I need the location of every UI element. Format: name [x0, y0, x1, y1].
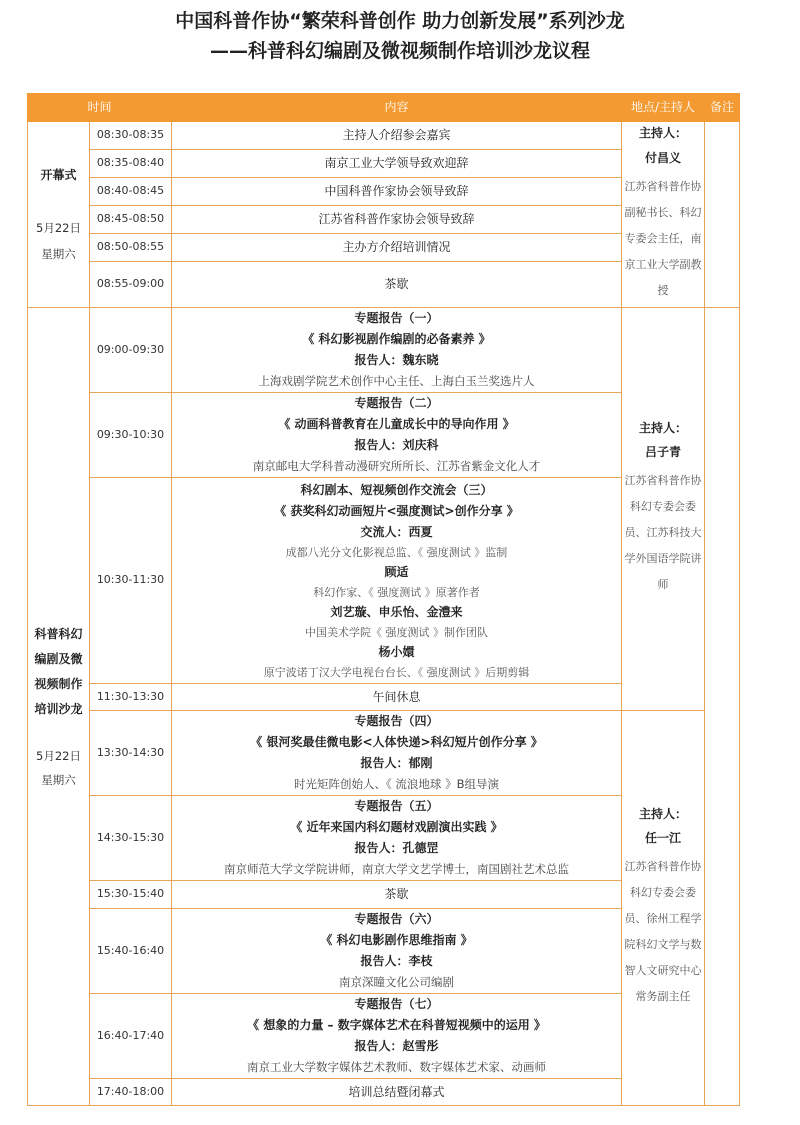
report-heading: 专题报告（六）: [354, 912, 439, 926]
report-heading: 专题报告（二）: [354, 396, 439, 410]
time-cell: 15:40-16:40: [90, 909, 172, 994]
speaker-affiliation: 上海戏剧学院艺术创作中心主任、上海白玉兰奖选片人: [258, 374, 535, 388]
report-heading: 专题报告（五）: [354, 799, 439, 813]
session2-host-cell-1: [622, 308, 705, 711]
header-location: 地点/主持人: [622, 94, 705, 122]
remarks-cell: [705, 308, 740, 1106]
speaker-affiliation: 南京邮电大学科普动漫研究所所长、江苏省紫金文化人才: [252, 459, 541, 473]
report-speaker: 报告人：李枝: [360, 954, 433, 968]
report-topic: 《 科幻电影剧作思维指南 》: [320, 933, 473, 947]
time-cell: 15:30-15:40: [90, 881, 172, 909]
speaker-affiliation: 中国美术学院《 强度测试 》制作团队: [305, 625, 489, 639]
report-speaker: 报告人：郁刚: [360, 756, 433, 770]
content-cell: 茶歇: [172, 262, 622, 308]
speaker-affiliation: 科幻作家、《 强度测试 》原著作者: [313, 585, 480, 599]
speaker-affiliation: 原宁波诺丁汉大学电视台台长、《 强度测试 》后期剪辑: [263, 665, 530, 679]
session2-weekday: 星期六: [41, 772, 76, 787]
agenda-title-line1: 中国科普作协“繁荣科普创作 助力创新发展”系列沙龙: [175, 10, 625, 32]
time-cell: 08:35-08:40: [90, 150, 172, 178]
session2-date: 5月22日: [36, 748, 81, 763]
report-speaker: 顾适: [384, 564, 409, 579]
speaker-affiliation: 成都八光分文化影视总监、《 强度测试 》监制: [285, 545, 508, 559]
time-cell: 08:40-08:45: [90, 178, 172, 206]
speaker-affiliation: 时光矩阵创始人、《 流浪地球 》B组导演: [294, 777, 499, 791]
report-heading: 专题报告（一）: [354, 311, 439, 325]
time-cell: 16:40-17:40: [90, 994, 172, 1079]
session1-date: 5月22日: [36, 221, 81, 236]
report-speaker: 报告人：刘庆科: [354, 438, 439, 452]
table-row: [28, 122, 740, 150]
report-topic: 《 想象的力量 – 数字媒体艺术在科普短视频中的运用 》: [247, 1018, 546, 1032]
report-heading: 专题报告（四）: [354, 714, 439, 728]
session2-name-line3: 视频制作: [34, 676, 83, 691]
host-label: 主持人：: [639, 126, 688, 141]
report-topic: 《 银河奖最佳微电影<人体快递>科幻短片创作分享 》: [250, 735, 543, 749]
content-cell: 中国科普作家协会领导致辞: [172, 178, 622, 206]
report-heading: 专题报告（七）: [354, 997, 439, 1011]
time-cell: 08:30-08:35: [90, 122, 172, 150]
agenda-title-line2: ——科普科幻编剧及微视频制作培训沙龙议程: [209, 40, 590, 62]
report-topic: 《 获奖科幻动画短片<强度测试>创作分享 》: [274, 503, 519, 518]
host-title: 江苏省科普作协科幻专委会委员、徐州工程学院科幻文学与数智人文研究中心常务副主任: [624, 860, 702, 1004]
host-label: 主持人：: [639, 420, 688, 435]
report-speaker: 报告人：孔德罡: [354, 841, 439, 855]
table-header-row: [28, 94, 740, 122]
report-topic: 《 科幻影视剧作编剧的必备素养 》: [302, 332, 491, 346]
agenda-table: [27, 93, 740, 1106]
content-cell: [172, 393, 622, 478]
content-cell: 午间休息: [172, 684, 622, 711]
header-time: 时间: [28, 94, 172, 122]
time-cell: 09:30-10:30: [90, 393, 172, 478]
header-remarks: 备注: [705, 94, 740, 122]
host-title: 江苏省科普作协副秘书长、科幻专委会主任，南京工业大学副教授: [624, 179, 702, 297]
content-cell: [172, 909, 622, 994]
remarks-cell: [705, 122, 740, 308]
content-cell: [172, 308, 622, 393]
content-cell: 江苏省科普作家协会领导致辞: [172, 206, 622, 234]
report-topic: 《 动画科普教育在儿童成长中的导向作用 》: [278, 417, 515, 431]
session2-name-line4: 培训沙龙: [34, 701, 83, 716]
session2-name-line1: 科普科幻: [34, 626, 83, 641]
report-topic: 《 近年来国内科幻题材戏剧演出实践 》: [290, 820, 503, 834]
time-cell: 11:30-13:30: [90, 684, 172, 711]
table-row: [28, 711, 740, 796]
time-cell: 08:55-09:00: [90, 262, 172, 308]
session1-weekday: 星期六: [41, 246, 76, 261]
host-name: 吕子青: [645, 445, 682, 459]
session2-name-line2: 编剧及微: [34, 651, 83, 666]
report-speaker: 刘艺璇、申乐怡、金澧来: [330, 604, 463, 619]
table-row: [28, 308, 740, 393]
content-cell: [172, 478, 622, 684]
time-cell: 17:40-18:00: [90, 1079, 172, 1106]
host-title: 江苏省科普作协科幻专委会委员、江苏科技大学外国语学院讲师: [624, 474, 702, 592]
report-speaker: 报告人：魏东晓: [354, 353, 439, 367]
time-cell: 10:30-11:30: [90, 478, 172, 684]
time-cell: 08:50-08:55: [90, 234, 172, 262]
content-cell: 培训总结暨闭幕式: [172, 1079, 622, 1106]
time-cell: 14:30-15:30: [90, 796, 172, 881]
report-heading: 科幻剧本、短视频创作交流会（三）: [300, 482, 493, 497]
content-cell: [172, 796, 622, 881]
report-speaker: 交流人：西夏: [360, 524, 433, 539]
content-cell: 主办方介绍培训情况: [172, 234, 622, 262]
session2-host-cell-2: [622, 711, 705, 1106]
time-cell: 08:45-08:50: [90, 206, 172, 234]
speaker-affiliation: 南京深瞳文化公司编剧: [339, 975, 455, 989]
content-cell: [172, 711, 622, 796]
content-cell: 南京工业大学领导致欢迎辞: [172, 150, 622, 178]
host-name: 付昌义: [645, 150, 682, 165]
host-label: 主持人：: [639, 806, 688, 821]
content-cell: [172, 994, 622, 1079]
session1-host-cell: [622, 122, 705, 308]
speaker-affiliation: 南京师范大学文学院讲师，南京大学文艺学博士，南国剧社艺术总监: [224, 862, 570, 876]
speaker-affiliation: 南京工业大学数字媒体艺术教师、数字媒体艺术家、动画师: [247, 1060, 547, 1074]
session1-name: 开幕式: [40, 167, 77, 182]
report-speaker: 报告人：赵雪彤: [354, 1039, 439, 1053]
header-content: 内容: [172, 94, 622, 122]
content-cell: 主持人介绍参会嘉宾: [172, 122, 622, 150]
report-speaker: 杨小嬛: [378, 644, 415, 659]
session1-cell: [28, 122, 90, 308]
content-cell: 茶歇: [172, 881, 622, 909]
host-name: 任一江: [645, 831, 682, 845]
time-cell: 09:00-09:30: [90, 308, 172, 393]
time-cell: 13:30-14:30: [90, 711, 172, 796]
session2-cell: [28, 308, 90, 1106]
